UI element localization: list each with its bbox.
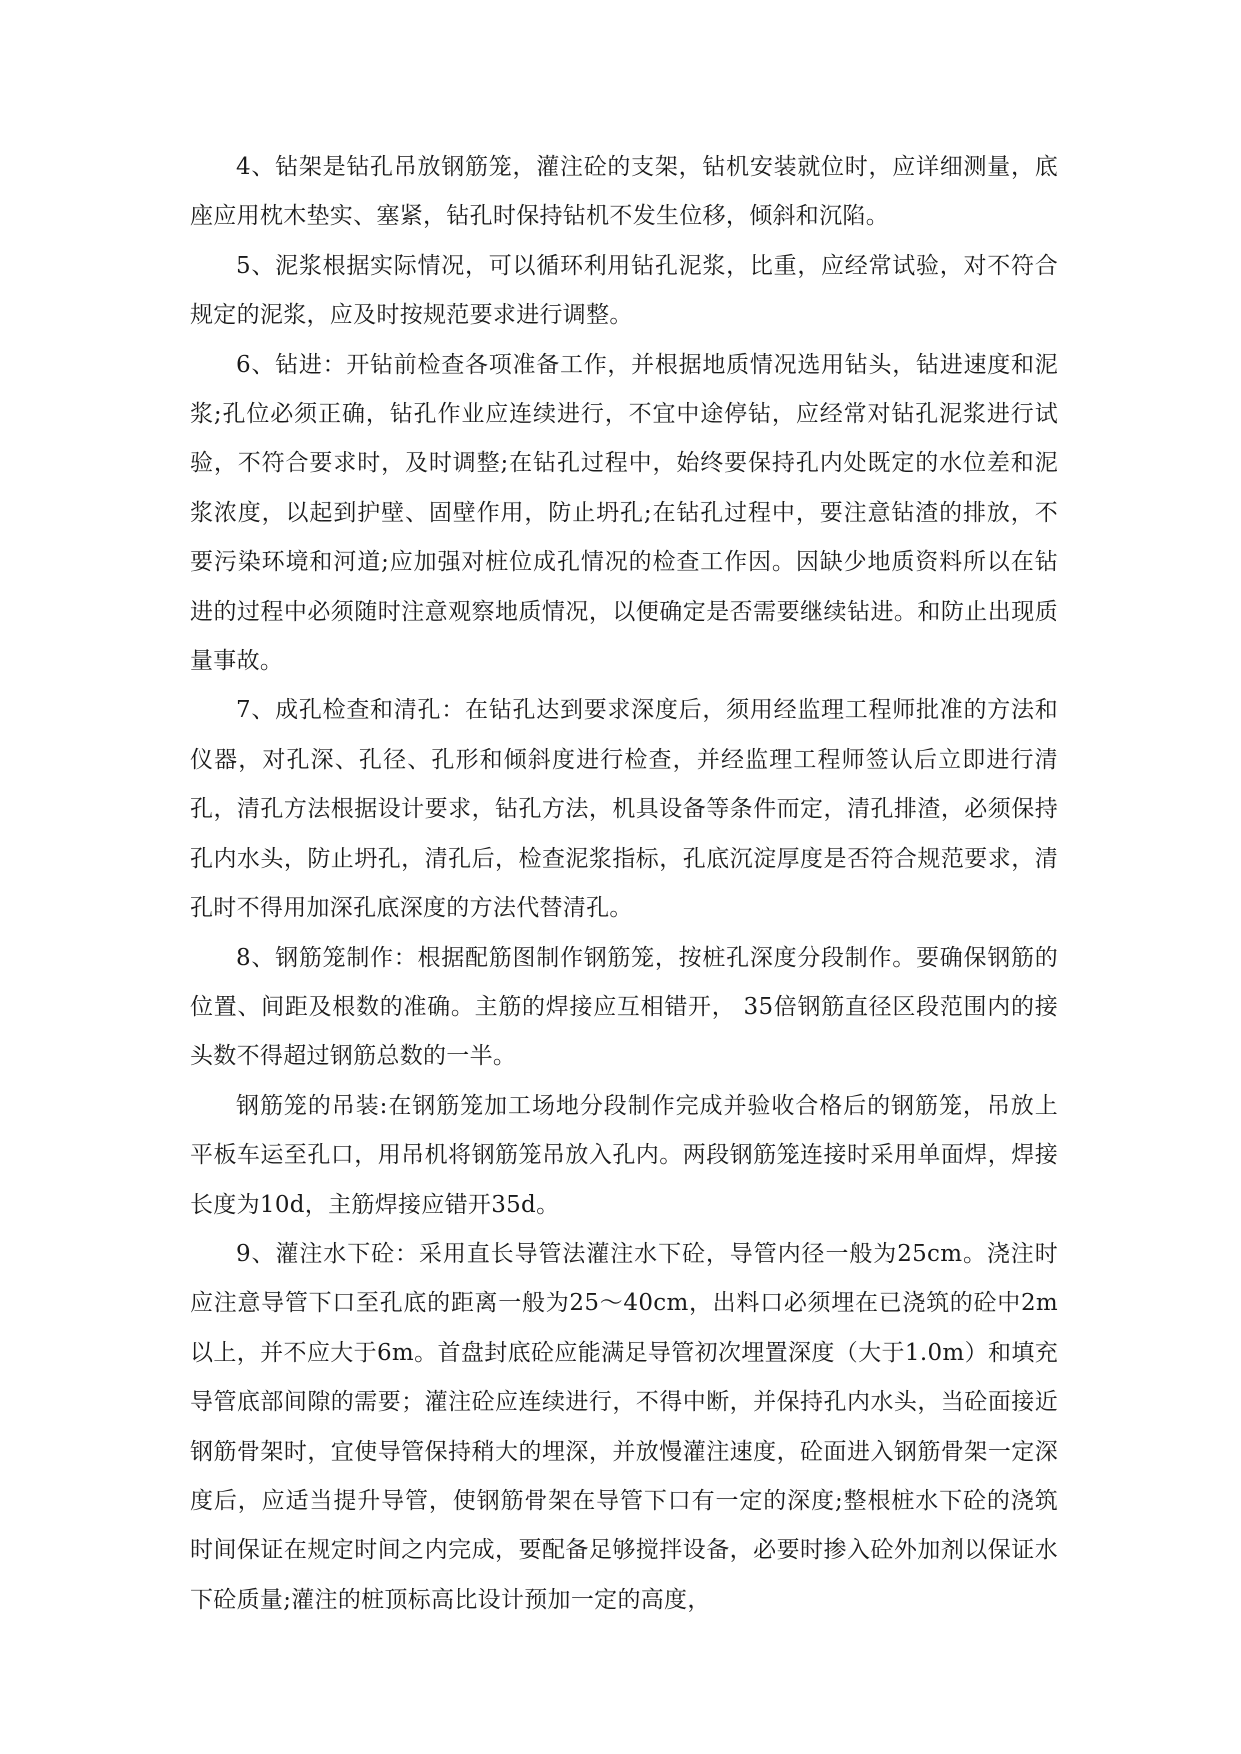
paragraph-4-drill-frame: 4、钻架是钻孔吊放钢筋笼，灌注砼的支架，钻机安装就位时，应详细测量，底座应用枕木垫实、塞紧，钻孔时保持钻机不发生位移，倾斜和沉陷。 (190, 154, 1058, 230)
paragraph-7-hole-inspection: 7、成孔检查和清孔：在钻孔达到要求深度后，须用经监理工程师批准的方法和仪器，对孔深、孔径、孔形和倾斜度进行检查，并经监理工程师签认后立即进行清孔，清孔方法根据设计要求，钻孔方法，机具设备等条件而定，清孔排渣，必须保持孔内水头，防止坍孔，清孔后，检查泥浆指标，孔底沉淀厚度是否符合规范要求，清孔时不得用加深孔底深度的方法代替清孔。 (190, 697, 1058, 922)
paragraph-6-drilling: 6、钻进：开钻前检查各项准备工作，并根据地质情况选用钻头，钻进速度和泥浆;孔位必须正确，钻孔作业应连续进行，不宜中途停钻，应经常对钻孔泥浆进行试验，不符合要求时，及时调整;在钻孔过程中，始终要保持孔内处既定的水位差和泥浆浓度，以起到护壁、固壁作用，防止坍孔;在钻孔过程中，要注意钻渣的排放，不要污染环境和河道;应加强对桩位成孔情况的检查工作因。因缺少地质资料所以在钻进的过程中必须随时注意观察地质情况，以便确定是否需要继续钻进。和防止出现质量事故。 (190, 351, 1058, 675)
paragraph-8-rebar-cage: 8、钢筋笼制作：根据配筋图制作钢筋笼，按桩孔深度分段制作。要确保钢筋的位置、间距及根数的准确。主筋的焊接应互相错开， 35倍钢筋直径区段范围内的接头数不得超过钢筋总数的一半。 (190, 944, 1058, 1070)
paragraph-5-mud: 5、泥浆根据实际情况，可以循环利用钻孔泥浆，比重，应经常试验，对不符合规定的泥浆，应及时按规范要求进行调整。 (190, 252, 1058, 329)
document-body (190, 143, 1058, 1625)
paragraph-rebar-cage-hoisting: 钢筋笼的吊装:在钢筋笼加工场地分段制作完成并验收合格后的钢筋笼，吊放上平板车运至孔口，用吊机将钢筋笼吊放入孔内。两段钢筋笼连接时采用单面焊，焊接长度为10d，主筋焊接应错开35d。 (190, 1092, 1058, 1218)
paragraph-9-underwater-concrete: 9、灌注水下砼：采用直长导管法灌注水下砼，导管内径一般为25cm。浇注时应注意导管下口至孔底的距离一般为25～40cm，出料口必须埋在已浇筑的砼中2m以上，并不应大于6m。首盘封底砼应能满足导管初次埋置深度（大于1.0m）和填充导管底部间隙的需要；灌注砼应连续进行，不得中断，并保持孔内水头，当砼面接近钢筋骨架时，宜使导管保持稍大的埋深，并放慢灌注速度，砼面进入钢筋骨架一定深度后，应适当提升导管，使钢筋骨架在导管下口有一定的深度;整根桩水下砼的浇筑时间保证在规定时间之内完成，要配备足够搅拌设备，必要时掺入砼外加剂以保证水下砼质量;灌注的桩顶标高比设计预加一定的高度， (190, 1240, 1058, 1613)
